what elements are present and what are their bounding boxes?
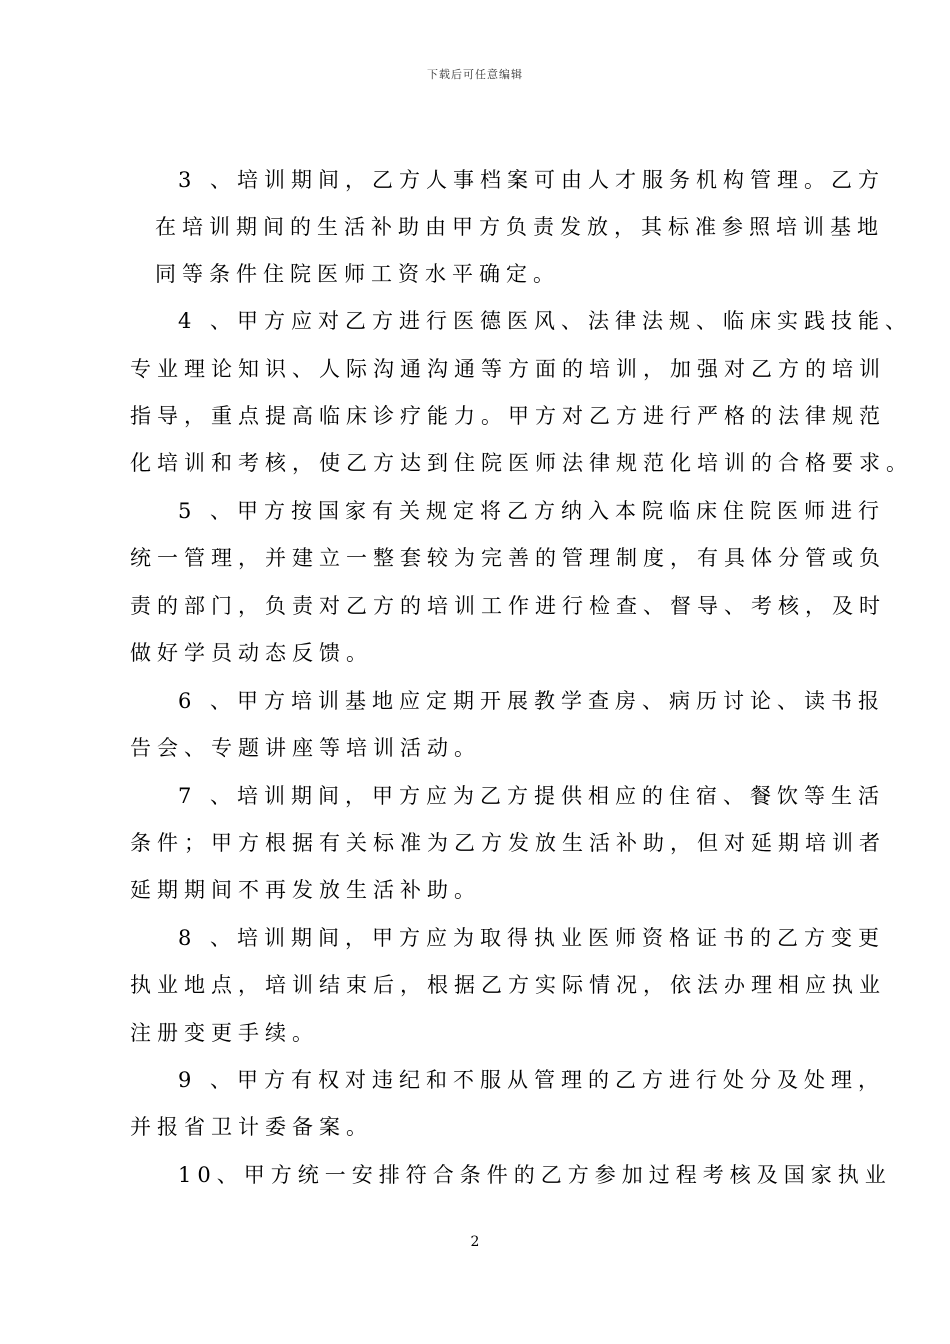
paragraph-3-line-3: 同等条件住院医师工资水平确定。 [155, 262, 560, 286]
paragraph-5-line-2: 统一管理，并建立一整套较为完善的管理制度，有具体分管或负 [130, 546, 886, 570]
paragraph-3-line-2: 在培训期间的生活补助由甲方负责发放，其标准参照培训基地 [155, 215, 884, 239]
paragraph-4-line-2: 专业理论知识、人际沟通沟通等方面的培训，加强对乙方的培训 [130, 357, 886, 381]
paragraph-10-line-1: 10、甲方统一安排符合条件的乙方参加过程考核及国家执业 [178, 1163, 892, 1187]
paragraph-9-line-2: 并报省卫计委备案。 [130, 1115, 373, 1139]
paragraph-5-line-3: 责的部门，负责对乙方的培训工作进行检查、督导、考核，及时 [130, 594, 886, 618]
paragraph-7-line-3: 延期期间不再发放生活补助。 [130, 878, 481, 902]
paragraph-6-line-1: 6 、甲方培训基地应定期开展教学查房、病历讨论、读书报 [178, 689, 886, 713]
paragraph-6-line-2: 告会、专题讲座等培训活动。 [130, 736, 481, 760]
paragraph-5-line-1: 5 、甲方按国家有关规定将乙方纳入本院临床住院医师进行 [178, 499, 886, 523]
page-header: 下载后可任意编辑 [427, 68, 523, 81]
paragraph-7-line-1: 7 、培训期间，甲方应为乙方提供相应的住宿、餐饮等生活 [178, 784, 886, 808]
paragraph-4-line-1: 4 、甲方应对乙方进行医德医风、法律法规、临床实践技能、 [178, 309, 913, 333]
paragraph-8-line-1: 8 、培训期间，甲方应为取得执业医师资格证书的乙方变更 [178, 926, 886, 950]
paragraph-9-line-1: 9 、甲方有权对违纪和不服从管理的乙方进行处分及处理， [178, 1068, 886, 1092]
page-number: 2 [470, 1234, 480, 1250]
paragraph-8-line-3: 注册变更手续。 [130, 1021, 319, 1045]
paragraph-8-line-2: 执业地点，培训结束后，根据乙方实际情况，依法办理相应执业 [130, 973, 886, 997]
paragraph-4-line-3: 指导，重点提高临床诊疗能力。甲方对乙方进行严格的法律规范 [130, 404, 886, 428]
paragraph-5-line-4: 做好学员动态反馈。 [130, 641, 373, 665]
paragraph-3-line-1: 3 、培训期间，乙方人事档案可由人才服务机构管理。乙方 [178, 168, 886, 192]
paragraph-4-line-4: 化培训和考核，使乙方达到住院医师法律规范化培训的合格要求。 [130, 451, 913, 475]
paragraph-7-line-2: 条件；甲方根据有关标准为乙方发放生活补助，但对延期培训者 [130, 831, 886, 855]
